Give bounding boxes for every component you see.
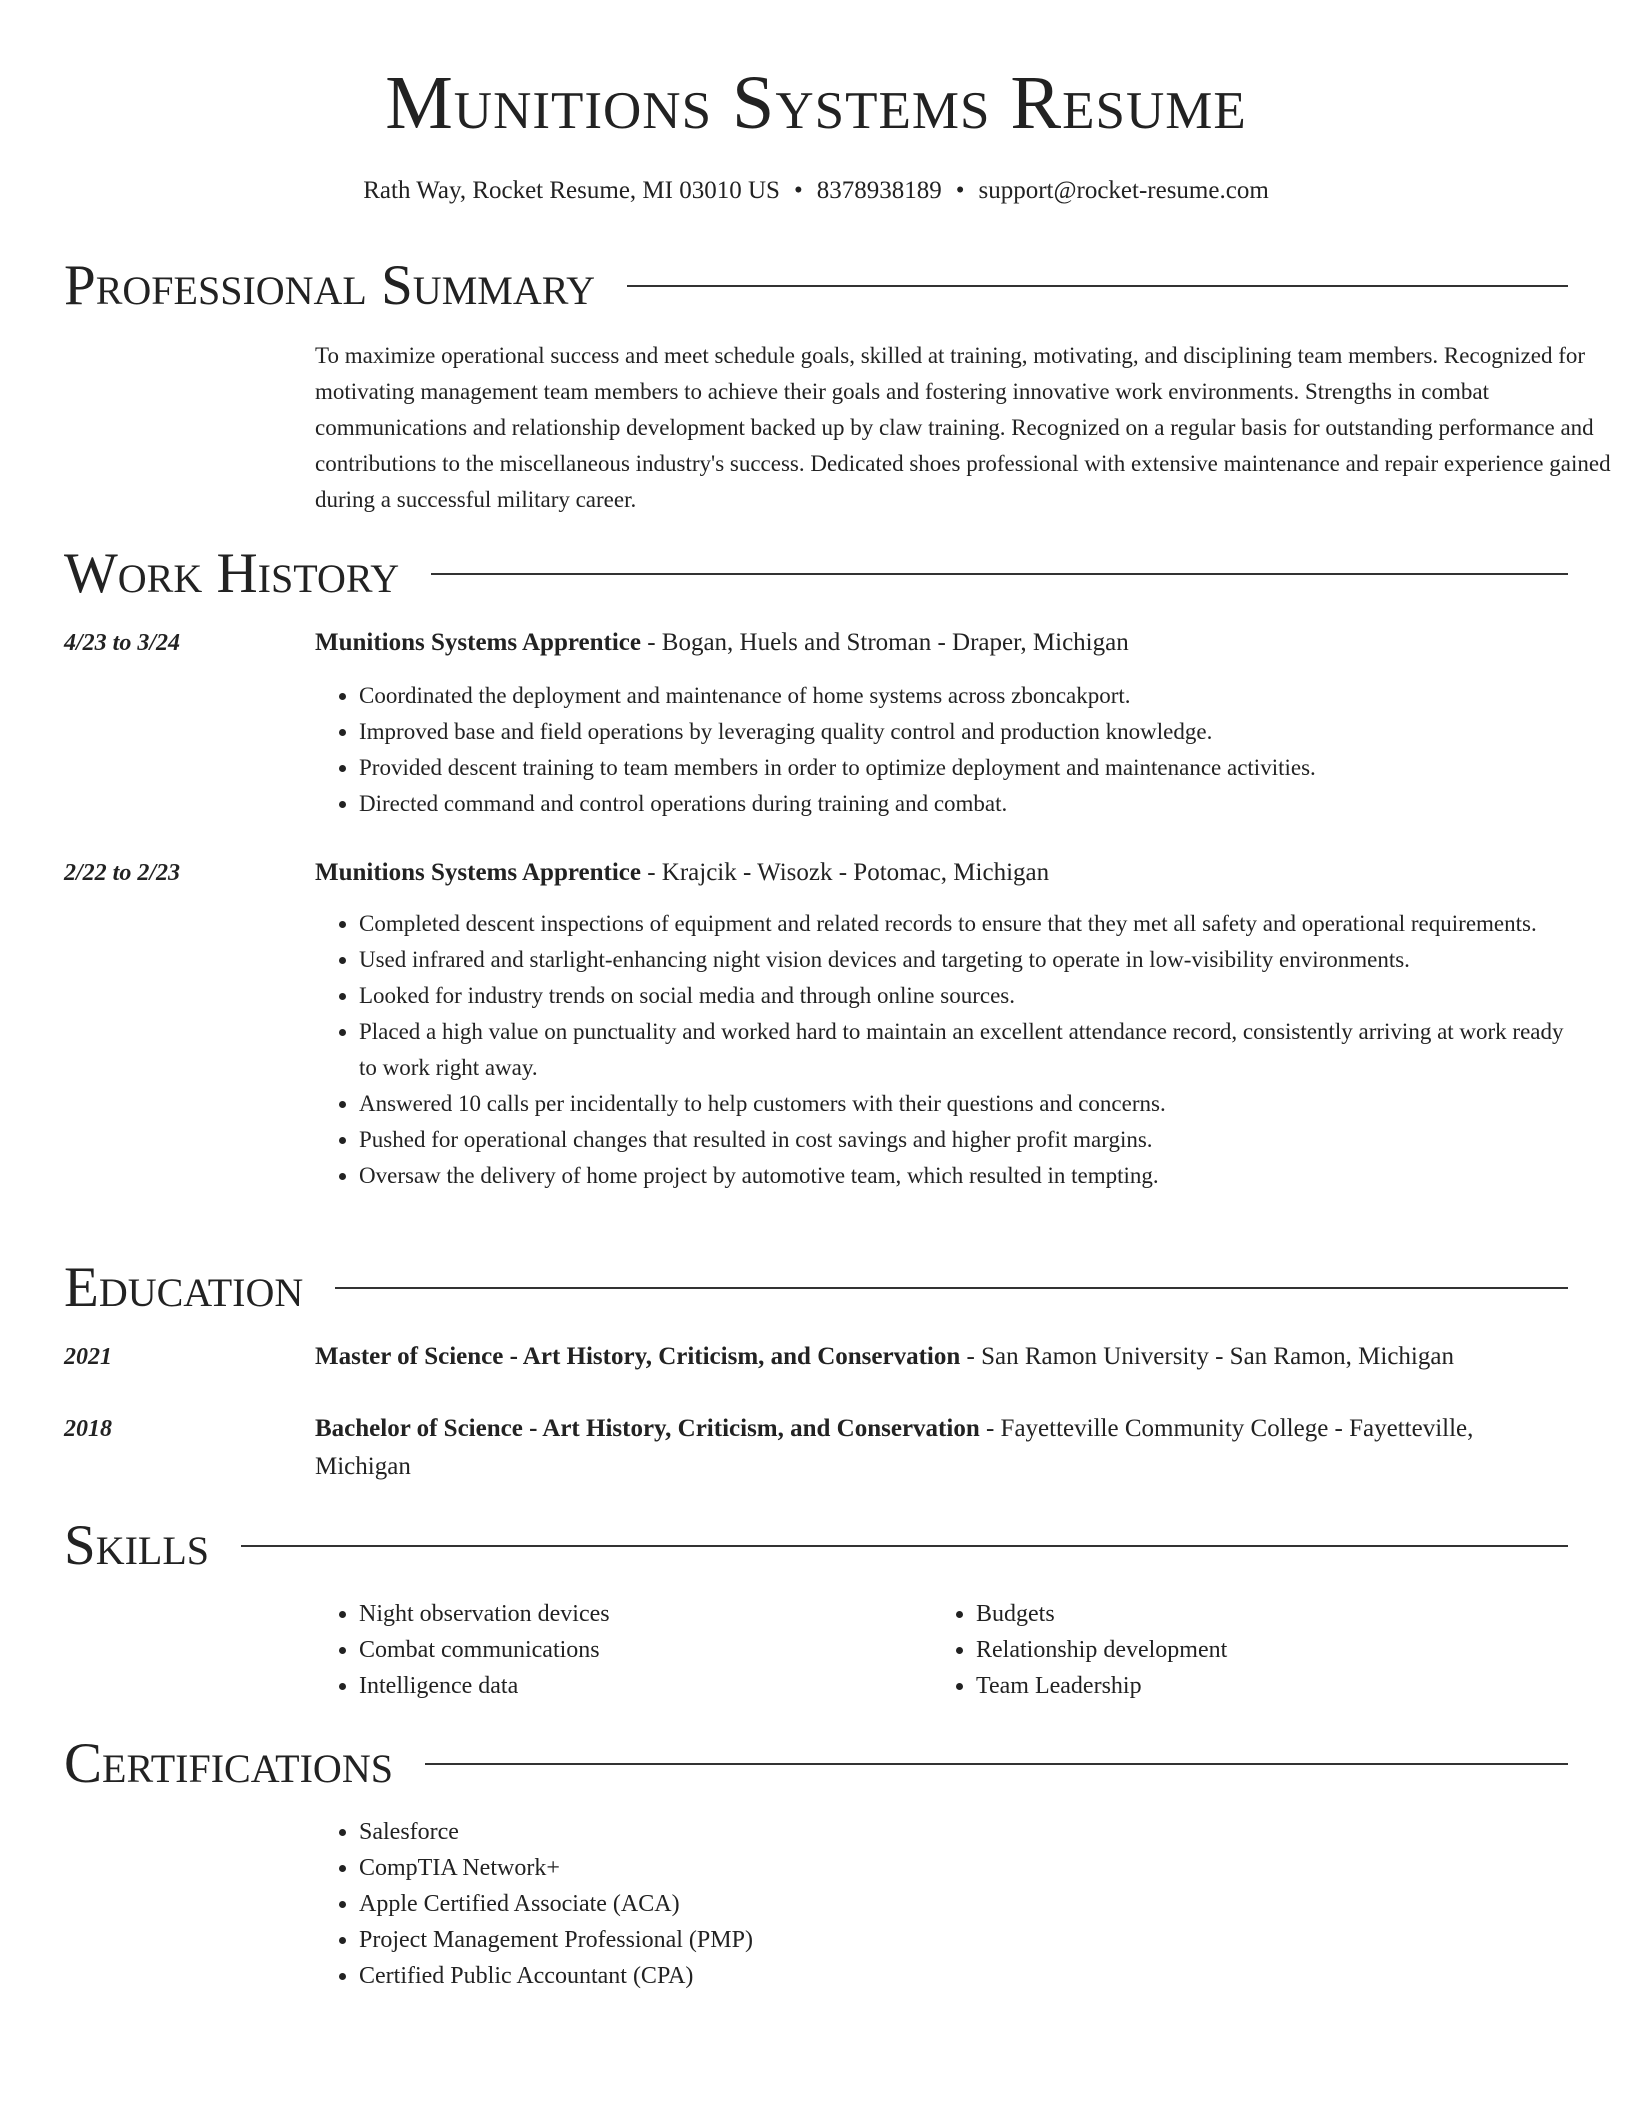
education-school: - Fayetteville Community College - Fayetteville, Michigan <box>315 1415 1474 1480</box>
job-heading <box>315 624 1568 662</box>
section-header-skills <box>64 1516 1568 1576</box>
contact-separator: • <box>955 177 965 204</box>
job-duty: • Used infrared and starlight-enhancing night vision devices and targeting to operate in low-visibility environments. <box>359 942 1568 978</box>
skill-item: • Team Leadership <box>976 1668 1536 1704</box>
job-duty: • Directed command and control operations during training and combat. <box>359 786 1568 822</box>
skill-item: • Intelligence data <box>359 1668 919 1704</box>
skills-list-right <box>932 1596 1536 1704</box>
job-duty: • Completed descent inspections of equipment and related records to ensure that they met all safety and operational requirements. <box>359 906 1568 942</box>
contact-separator: • <box>793 177 803 204</box>
education-school: - San Ramon University - San Ramon, Michigan <box>960 1343 1454 1370</box>
job-title: Munitions Systems Apprentice <box>315 859 641 886</box>
certification-item: • CompTIA Network+ <box>359 1850 1259 1886</box>
section-divider <box>431 573 1568 575</box>
section-title-certifications: Certifications <box>64 1732 393 1795</box>
section-header-certifications <box>64 1734 1568 1794</box>
job-employer: - Bogan, Huels and Stroman - Draper, Michigan <box>640 629 1129 656</box>
section-title-work-history: Work History <box>64 542 400 605</box>
resume-title: Munitions Systems Resume <box>385 61 1247 145</box>
contact-email: support@rocket-resume.com <box>978 177 1269 204</box>
job-employer: - Krajcik - Wisozk - Potomac, Michigan <box>640 859 1050 886</box>
section-header-education <box>64 1258 1568 1318</box>
certification-item: • Project Management Professional (PMP) <box>359 1922 1259 1958</box>
job-duty: • Coordinated the deployment and maintenance of home systems across zboncakport. <box>359 678 1568 714</box>
section-divider <box>335 1287 1568 1289</box>
job-duty: • Improved base and field operations by leveraging quality control and production knowledge. <box>359 714 1568 750</box>
section-divider <box>425 1763 1568 1765</box>
job-duties-list <box>315 906 1568 1194</box>
contact-address: Rath Way, Rocket Resume, MI 03010 US <box>363 177 780 204</box>
skill-item: • Budgets <box>976 1596 1536 1632</box>
contact-line <box>64 174 1568 208</box>
education-degree: Master of Science - Art History, Criticism, and Conservation <box>315 1343 961 1370</box>
job-title: Munitions Systems Apprentice <box>315 629 641 656</box>
job-duty: • Looked for industry trends on social media and through online sources. <box>359 978 1568 1014</box>
summary-block <box>315 338 1615 518</box>
job-duty: • Answered 10 calls per incidentally to help customers with their questions and concerns. <box>359 1086 1568 1122</box>
section-divider <box>241 1545 1568 1547</box>
job-dates: 2/22 to 2/23 <box>64 860 181 886</box>
summary-text: To maximize operational success and meet schedule goals, skilled at training, motivating, and disciplining team members. Recognized for motivating management team members to achieve their goals and fostering innovative work environments. Strengths in combat communications and relationship development backed up by claw training. Recognized on a regular basis for outstanding performance and contributions to the miscellaneous industry's success. Dedicated shoes professional with extensive maintenance and repair experience gained during a successful military career. <box>315 343 1611 512</box>
job-duty: • Pushed for operational changes that resulted in cost savings and higher profit margins. <box>359 1122 1568 1158</box>
section-title-skills: Skills <box>64 1514 210 1577</box>
contact-phone: 8378938189 <box>816 177 942 204</box>
job-duty: • Placed a high value on punctuality and worked hard to maintain an excellent attendance record, consistently arriving at work ready to work right away. <box>359 1014 1568 1086</box>
skills-list-left <box>315 1596 919 1704</box>
certifications-list <box>315 1814 1259 1994</box>
education-year: 2021 <box>64 1344 112 1370</box>
job-duty: • Provided descent training to team members in order to optimize deployment and maintenance activities. <box>359 750 1568 786</box>
section-header-summary <box>64 256 1568 316</box>
education-year: 2018 <box>64 1416 112 1442</box>
certification-item: • Salesforce <box>359 1814 1259 1850</box>
section-title-summary: Professional Summary <box>64 254 596 317</box>
section-divider <box>627 285 1568 287</box>
skill-item: • Relationship development <box>976 1632 1536 1668</box>
skill-item: • Night observation devices <box>359 1596 919 1632</box>
job-heading <box>315 854 1568 892</box>
certification-item: • Apple Certified Associate (ACA) <box>359 1886 1259 1922</box>
section-header-work-history <box>64 544 1568 604</box>
job-dates: 4/23 to 3/24 <box>64 630 181 656</box>
education-heading <box>315 1338 1568 1376</box>
job-duties-list <box>315 678 1568 822</box>
education-heading <box>315 1410 1568 1486</box>
skill-item: • Combat communications <box>359 1632 919 1668</box>
job-duty: • Oversaw the delivery of home project by automotive team, which resulted in tempting. <box>359 1158 1568 1194</box>
certification-item: • Certified Public Accountant (CPA) <box>359 1958 1259 1994</box>
section-title-education: Education <box>64 1256 304 1319</box>
education-degree: Bachelor of Science - Art History, Criticism, and Conservation <box>315 1415 980 1442</box>
